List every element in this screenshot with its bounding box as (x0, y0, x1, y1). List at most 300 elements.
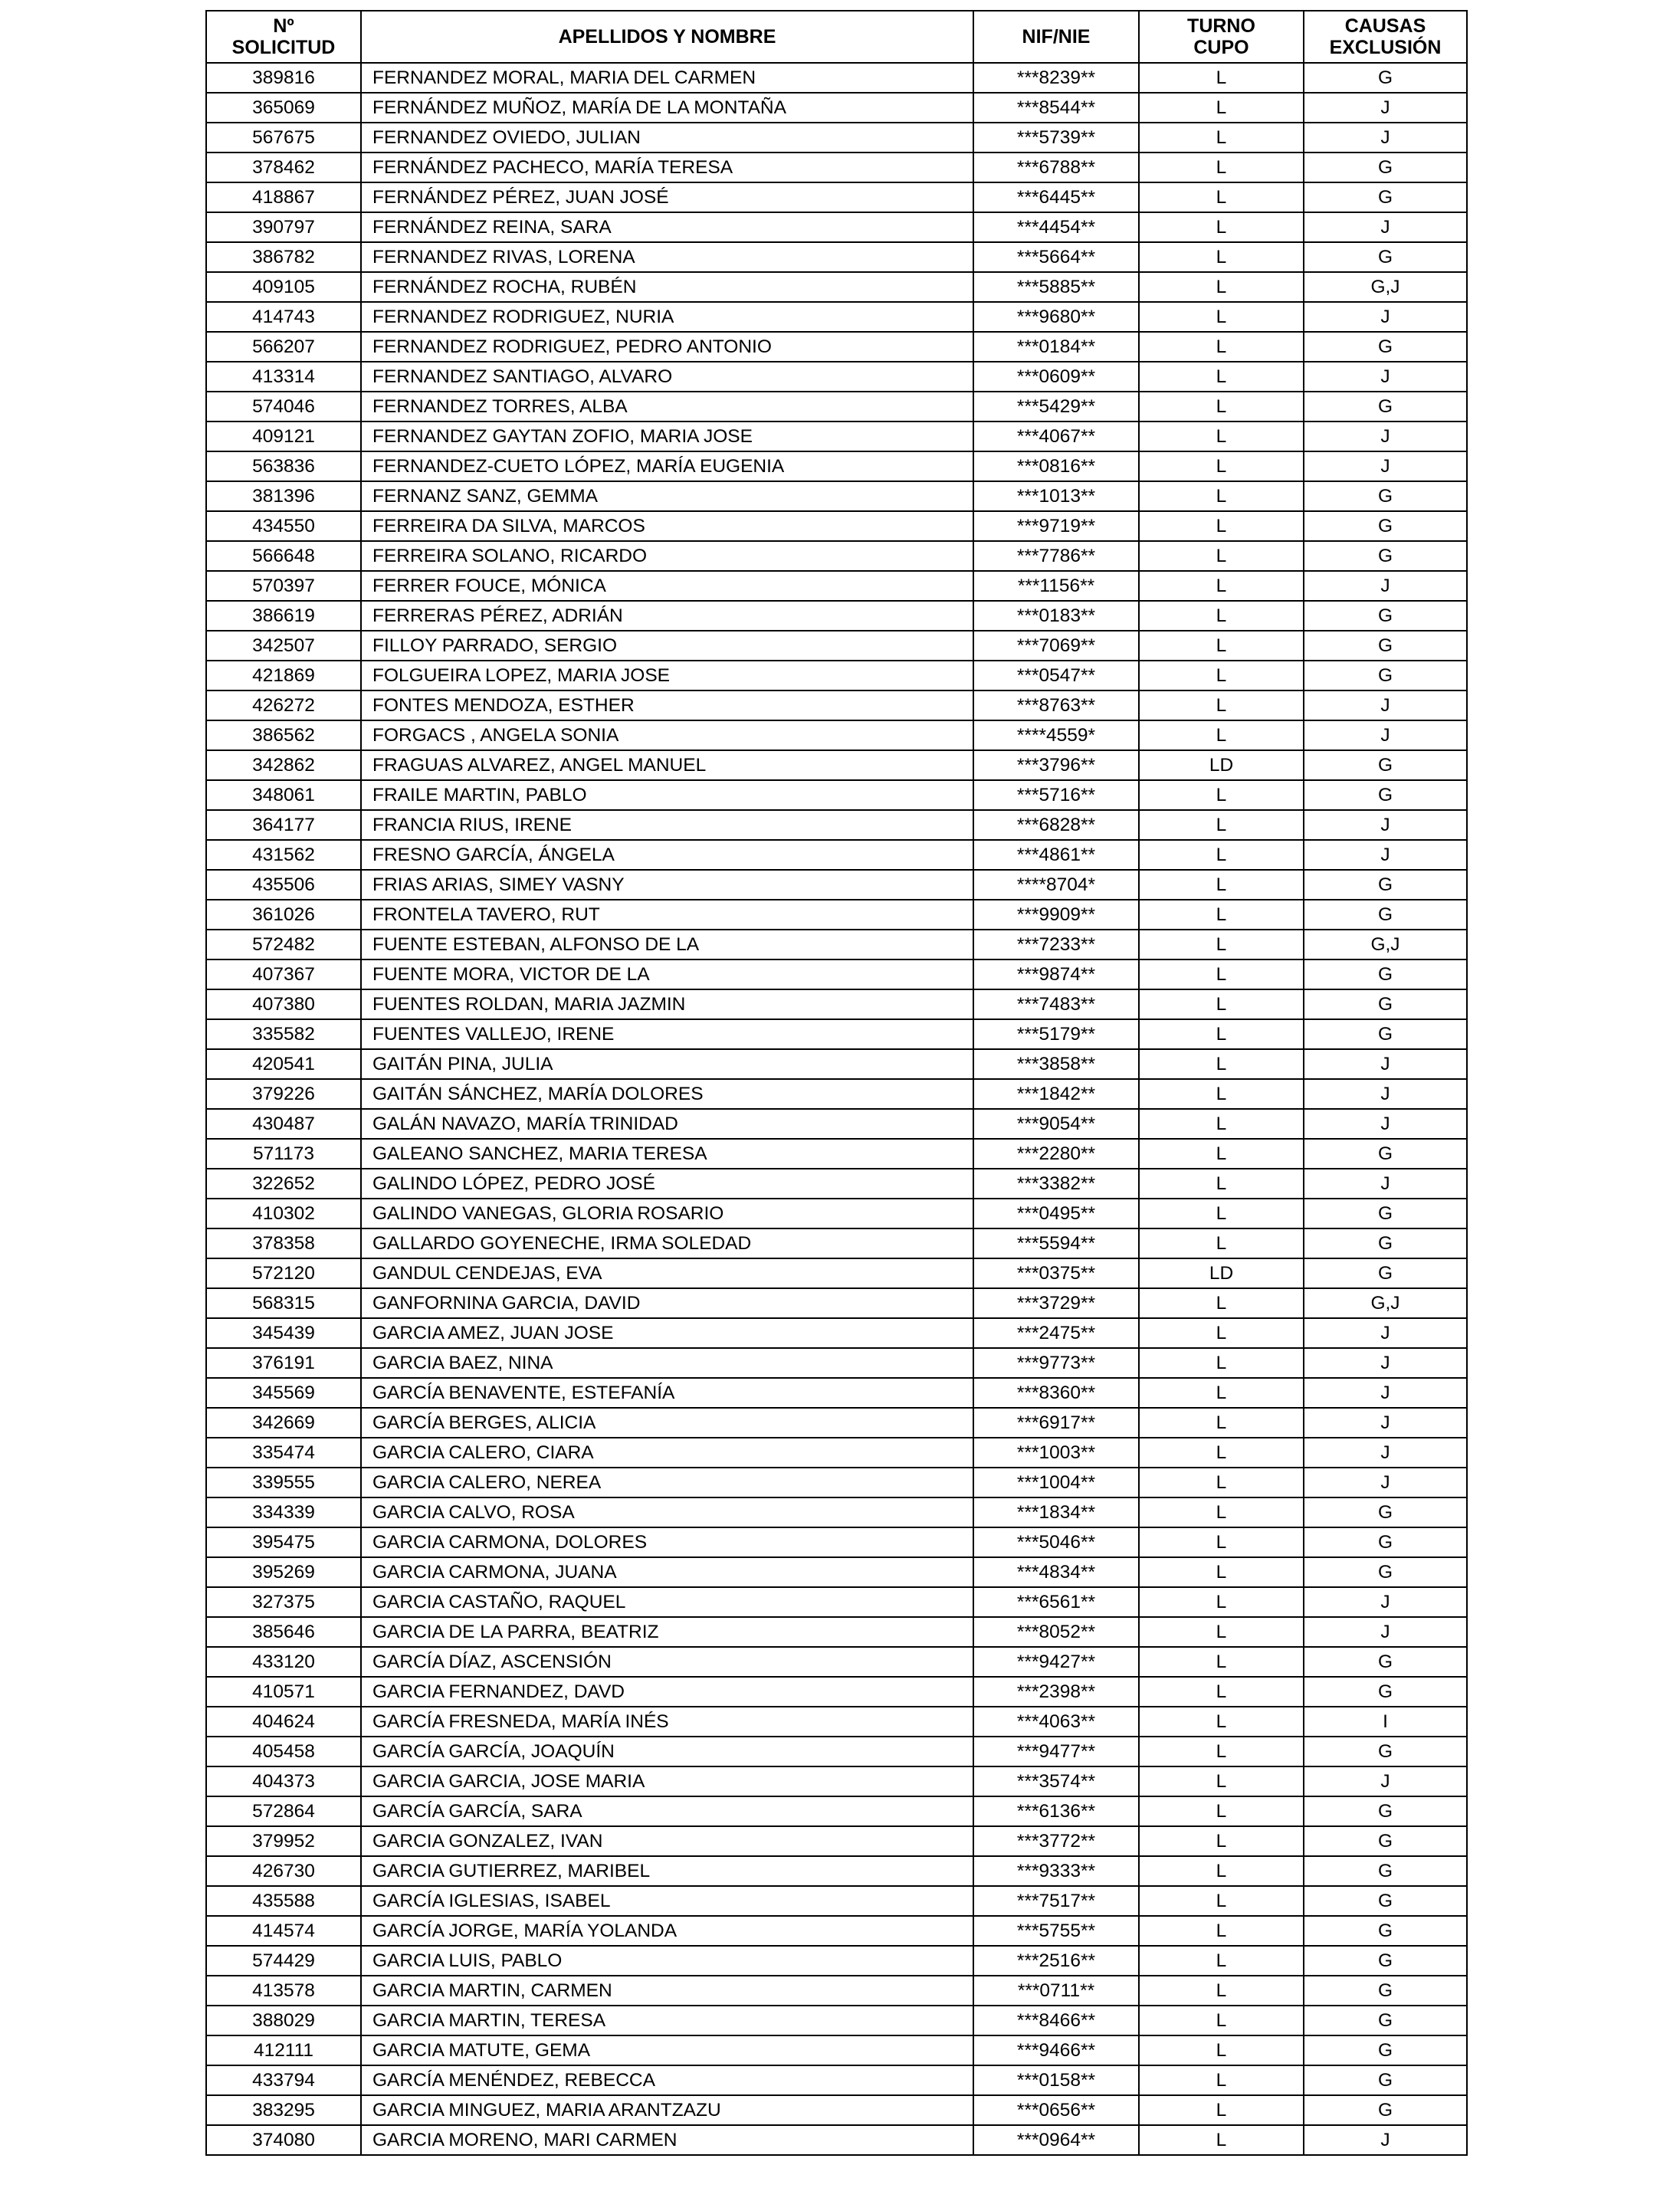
cell-nif: ***9333** (973, 1856, 1139, 1886)
cell-turno: L (1139, 63, 1304, 93)
cell-causas: J (1304, 1169, 1467, 1199)
cell-nombre: FERREIRA DA SILVA, MARCOS (361, 511, 973, 541)
cell-solicitud: 361026 (206, 900, 361, 930)
cell-nif: ***2516** (973, 1946, 1139, 1976)
cell-nif: ***7517** (973, 1886, 1139, 1916)
cell-nif: ***4861** (973, 840, 1139, 870)
cell-turno: L (1139, 93, 1304, 123)
cell-nombre: GARCÍA DÍAZ, ASCENSIÓN (361, 1647, 973, 1677)
cell-nif: ***9477** (973, 1737, 1139, 1766)
cell-causas: G,J (1304, 930, 1467, 959)
cell-solicitud: 566207 (206, 332, 361, 362)
cell-nombre: GARCÍA MENÉNDEZ, REBECCA (361, 2065, 973, 2095)
cell-causas: G (1304, 661, 1467, 690)
cell-turno: L (1139, 272, 1304, 302)
table-body (206, 63, 1467, 2155)
cell-causas: J (1304, 302, 1467, 332)
cell-nombre: FERNÁNDEZ PACHECO, MARÍA TERESA (361, 153, 973, 182)
table-row (206, 272, 1467, 302)
cell-nombre: FERNANDEZ GAYTAN ZOFIO, MARIA JOSE (361, 422, 973, 451)
cell-turno: L (1139, 1169, 1304, 1199)
cell-causas: G (1304, 332, 1467, 362)
cell-causas: J (1304, 1318, 1467, 1348)
cell-nif: ***3382** (973, 1169, 1139, 1199)
cell-causas: J (1304, 1408, 1467, 1438)
cell-nif: ****8704* (973, 870, 1139, 900)
cell-solicitud: 574046 (206, 392, 361, 422)
cell-causas: G (1304, 631, 1467, 661)
cell-turno: L (1139, 1976, 1304, 2006)
cell-causas: G (1304, 511, 1467, 541)
cell-nombre: GALEANO SANCHEZ, MARIA TERESA (361, 1139, 973, 1169)
cell-nif: ***2475** (973, 1318, 1139, 1348)
cell-turno: L (1139, 182, 1304, 212)
cell-turno: L (1139, 212, 1304, 242)
table-row (206, 332, 1467, 362)
cell-solicitud: 431562 (206, 840, 361, 870)
cell-turno: L (1139, 422, 1304, 451)
table-row (206, 1408, 1467, 1438)
cell-nif: ***3858** (973, 1049, 1139, 1079)
cell-turno: L (1139, 1557, 1304, 1587)
cell-causas: J (1304, 422, 1467, 451)
cell-nombre: GARCIA CARMONA, DOLORES (361, 1527, 973, 1557)
cell-turno: L (1139, 2125, 1304, 2155)
cell-causas: G (1304, 750, 1467, 780)
cell-solicitud: 571173 (206, 1139, 361, 1169)
cell-nif: ***5429** (973, 392, 1139, 422)
cell-solicitud: 405458 (206, 1737, 361, 1766)
cell-causas: G (1304, 1916, 1467, 1946)
cell-solicitud: 374080 (206, 2125, 361, 2155)
cell-causas: J (1304, 1079, 1467, 1109)
cell-nombre: FUENTES VALLEJO, IRENE (361, 1019, 973, 1049)
cell-nombre: GARCIA GARCIA, JOSE MARIA (361, 1766, 973, 1796)
cell-turno: L (1139, 541, 1304, 571)
cell-nombre: GARCÍA GARCÍA, SARA (361, 1796, 973, 1826)
table-row (206, 302, 1467, 332)
cell-nif: ***9773** (973, 1348, 1139, 1378)
cell-causas: I (1304, 1707, 1467, 1737)
cell-solicitud: 404373 (206, 1766, 361, 1796)
cell-causas: G (1304, 1796, 1467, 1826)
cell-causas: J (1304, 720, 1467, 750)
cell-turno: L (1139, 1527, 1304, 1557)
cell-turno: L (1139, 1228, 1304, 1258)
cell-solicitud: 563836 (206, 451, 361, 481)
cell-solicitud: 570397 (206, 571, 361, 601)
cell-turno: L (1139, 1617, 1304, 1647)
cell-nombre: GANDUL CENDEJAS, EVA (361, 1258, 973, 1288)
cell-solicitud: 433794 (206, 2065, 361, 2095)
cell-turno: L (1139, 1438, 1304, 1468)
cell-nif: ***9054** (973, 1109, 1139, 1139)
cell-causas: G (1304, 63, 1467, 93)
table-row (206, 1886, 1467, 1916)
cell-causas: G (1304, 392, 1467, 422)
cell-nif: ***8052** (973, 1617, 1139, 1647)
cell-turno: L (1139, 1049, 1304, 1079)
cell-causas: G (1304, 2006, 1467, 2035)
cell-turno: L (1139, 601, 1304, 631)
table-row (206, 1348, 1467, 1378)
cell-causas: J (1304, 690, 1467, 720)
cell-nif: ***9909** (973, 900, 1139, 930)
cell-nombre: FUENTE ESTEBAN, ALFONSO DE LA (361, 930, 973, 959)
cell-nif: ***3796** (973, 750, 1139, 780)
cell-turno: L (1139, 242, 1304, 272)
cell-turno: L (1139, 810, 1304, 840)
cell-causas: J (1304, 123, 1467, 153)
cell-causas: G (1304, 1737, 1467, 1766)
cell-solicitud: 395269 (206, 1557, 361, 1587)
cell-nif: ***5716** (973, 780, 1139, 810)
cell-turno: L (1139, 1677, 1304, 1707)
cell-nif: ***6788** (973, 153, 1139, 182)
cell-turno: L (1139, 1796, 1304, 1826)
cell-nif: ***8239** (973, 63, 1139, 93)
cell-nif: ***0158** (973, 2065, 1139, 2095)
cell-turno: L (1139, 511, 1304, 541)
cell-solicitud: 420541 (206, 1049, 361, 1079)
cell-solicitud: 364177 (206, 810, 361, 840)
cell-causas: G (1304, 780, 1467, 810)
cell-causas: G (1304, 2065, 1467, 2095)
cell-causas: G (1304, 1826, 1467, 1856)
cell-solicitud: 334339 (206, 1497, 361, 1527)
cell-nif: ***0964** (973, 2125, 1139, 2155)
cell-nif: ***0547** (973, 661, 1139, 690)
cell-turno: L (1139, 481, 1304, 511)
cell-causas: G (1304, 1677, 1467, 1707)
cell-nif: ***0184** (973, 332, 1139, 362)
cell-solicitud: 430487 (206, 1109, 361, 1139)
header-solicitud: Nº SOLICITUD (206, 11, 361, 63)
table-row (206, 810, 1467, 840)
cell-causas: G (1304, 601, 1467, 631)
table-row (206, 1497, 1467, 1527)
table-row (206, 930, 1467, 959)
cell-nif: ***6561** (973, 1587, 1139, 1617)
table-row (206, 780, 1467, 810)
cell-causas: G (1304, 2095, 1467, 2125)
cell-nombre: GAITÁN SÁNCHEZ, MARÍA DOLORES (361, 1079, 973, 1109)
cell-turno: L (1139, 900, 1304, 930)
cell-nombre: GAITÁN PINA, JULIA (361, 1049, 973, 1079)
table-row (206, 1826, 1467, 1856)
cell-turno: LD (1139, 750, 1304, 780)
cell-solicitud: 381396 (206, 481, 361, 511)
table-row (206, 1258, 1467, 1288)
cell-nombre: FERNANDEZ OVIEDO, JULIAN (361, 123, 973, 153)
table-row (206, 2125, 1467, 2155)
cell-nombre: GARCIA CALERO, CIARA (361, 1438, 973, 1468)
table-row (206, 1737, 1467, 1766)
cell-turno: L (1139, 1019, 1304, 1049)
cell-nombre: GARCIA AMEZ, JUAN JOSE (361, 1318, 973, 1348)
table-row (206, 1288, 1467, 1318)
cell-nif: ***7786** (973, 541, 1139, 571)
table-row (206, 451, 1467, 481)
cell-causas: G (1304, 1228, 1467, 1258)
cell-causas: J (1304, 1617, 1467, 1647)
cell-nif: ***5179** (973, 1019, 1139, 1049)
cell-nombre: FERNÁNDEZ ROCHA, RUBÉN (361, 272, 973, 302)
cell-solicitud: 395475 (206, 1527, 361, 1557)
cell-causas: G (1304, 541, 1467, 571)
table-row (206, 1796, 1467, 1826)
cell-causas: J (1304, 1438, 1467, 1468)
cell-causas: J (1304, 1348, 1467, 1378)
table-row (206, 661, 1467, 690)
table-row (206, 840, 1467, 870)
table-row (206, 601, 1467, 631)
cell-solicitud: 390797 (206, 212, 361, 242)
cell-nif: ***2398** (973, 1677, 1139, 1707)
cell-turno: L (1139, 1408, 1304, 1438)
cell-turno: L (1139, 1378, 1304, 1408)
cell-nif: ***7483** (973, 989, 1139, 1019)
cell-nombre: FERRERAS PÉREZ, ADRIÁN (361, 601, 973, 631)
cell-turno: L (1139, 1497, 1304, 1527)
cell-nif: ***8360** (973, 1378, 1139, 1408)
table-row (206, 750, 1467, 780)
cell-turno: L (1139, 1916, 1304, 1946)
cell-solicitud: 322652 (206, 1169, 361, 1199)
table-row (206, 1946, 1467, 1976)
cell-nombre: FERNÁNDEZ PÉREZ, JUAN JOSÉ (361, 182, 973, 212)
cell-turno: L (1139, 2006, 1304, 2035)
cell-turno: L (1139, 989, 1304, 1019)
cell-solicitud: 413578 (206, 1976, 361, 2006)
cell-nombre: FERNANDEZ SANTIAGO, ALVARO (361, 362, 973, 392)
cell-nombre: FERRER FOUCE, MÓNICA (361, 571, 973, 601)
cell-solicitud: 378358 (206, 1228, 361, 1258)
table-row (206, 422, 1467, 451)
header-row (206, 11, 1467, 63)
cell-causas: J (1304, 212, 1467, 242)
cell-nombre: FRIAS ARIAS, SIMEY VASNY (361, 870, 973, 900)
cell-nombre: FRONTELA TAVERO, RUT (361, 900, 973, 930)
header-causas-exclusion: CAUSAS EXCLUSIÓN (1304, 11, 1467, 63)
cell-causas: J (1304, 1378, 1467, 1408)
cell-causas: G (1304, 959, 1467, 989)
cell-nombre: FRAGUAS ALVAREZ, ANGEL MANUEL (361, 750, 973, 780)
cell-solicitud: 407380 (206, 989, 361, 1019)
cell-nif: ***6917** (973, 1408, 1139, 1438)
table-row (206, 1766, 1467, 1796)
table-row (206, 2006, 1467, 2035)
cell-solicitud: 335474 (206, 1438, 361, 1468)
table-row (206, 571, 1467, 601)
cell-nombre: GARCIA MINGUEZ, MARIA ARANTZAZU (361, 2095, 973, 2125)
cell-turno: L (1139, 690, 1304, 720)
cell-nif: ***2280** (973, 1139, 1139, 1169)
table-row (206, 1079, 1467, 1109)
cell-solicitud: 342507 (206, 631, 361, 661)
table-row (206, 690, 1467, 720)
cell-nif: ***6828** (973, 810, 1139, 840)
cell-solicitud: 386782 (206, 242, 361, 272)
cell-nombre: FRAILE MARTIN, PABLO (361, 780, 973, 810)
cell-solicitud: 421869 (206, 661, 361, 690)
table-row (206, 541, 1467, 571)
cell-solicitud: 426272 (206, 690, 361, 720)
cell-causas: G (1304, 2035, 1467, 2065)
cell-nif: ***1003** (973, 1438, 1139, 1468)
cell-solicitud: 379952 (206, 1826, 361, 1856)
cell-turno: L (1139, 1199, 1304, 1228)
table-row (206, 959, 1467, 989)
cell-turno: L (1139, 392, 1304, 422)
cell-causas: G (1304, 1557, 1467, 1587)
cell-turno: L (1139, 451, 1304, 481)
cell-solicitud: 376191 (206, 1348, 361, 1378)
cell-solicitud: 385646 (206, 1617, 361, 1647)
cell-causas: G (1304, 900, 1467, 930)
cell-nif: ***0495** (973, 1199, 1139, 1228)
cell-nombre: GARCIA CASTAÑO, RAQUEL (361, 1587, 973, 1617)
cell-solicitud: 335582 (206, 1019, 361, 1049)
cell-causas: J (1304, 840, 1467, 870)
cell-nif: ***9874** (973, 959, 1139, 989)
cell-nombre: FILLOY PARRADO, SERGIO (361, 631, 973, 661)
cell-nif: ***5046** (973, 1527, 1139, 1557)
cell-nif: ***1004** (973, 1468, 1139, 1497)
cell-turno: L (1139, 2095, 1304, 2125)
table-row (206, 1916, 1467, 1946)
table-row (206, 900, 1467, 930)
cell-causas: J (1304, 451, 1467, 481)
table-row (206, 1617, 1467, 1647)
cell-causas: G (1304, 1258, 1467, 1288)
cell-solicitud: 345569 (206, 1378, 361, 1408)
table-row (206, 989, 1467, 1019)
cell-turno: L (1139, 1886, 1304, 1916)
cell-nif: ***4067** (973, 422, 1139, 451)
table-header (206, 11, 1467, 63)
cell-nombre: GARCIA CALVO, ROSA (361, 1497, 973, 1527)
cell-causas: G,J (1304, 1288, 1467, 1318)
cell-solicitud: 342669 (206, 1408, 361, 1438)
table-row (206, 212, 1467, 242)
cell-nif: ***5664** (973, 242, 1139, 272)
cell-nif: ***9719** (973, 511, 1139, 541)
cell-turno: L (1139, 1348, 1304, 1378)
cell-solicitud: 566648 (206, 541, 361, 571)
cell-causas: G (1304, 1647, 1467, 1677)
cell-solicitud: 413314 (206, 362, 361, 392)
table-row (206, 631, 1467, 661)
cell-turno: L (1139, 2065, 1304, 2095)
table-row (206, 1318, 1467, 1348)
cell-turno: L (1139, 1079, 1304, 1109)
cell-solicitud: 412111 (206, 2035, 361, 2065)
cell-turno: L (1139, 959, 1304, 989)
cell-nif: ***3729** (973, 1288, 1139, 1318)
table-row (206, 1139, 1467, 1169)
cell-solicitud: 572482 (206, 930, 361, 959)
cell-nombre: GARCÍA JORGE, MARÍA YOLANDA (361, 1916, 973, 1946)
cell-solicitud: 426730 (206, 1856, 361, 1886)
cell-causas: G (1304, 182, 1467, 212)
cell-nombre: GARCIA CALERO, NEREA (361, 1468, 973, 1497)
cell-causas: G (1304, 1976, 1467, 2006)
cell-nombre: GARCÍA BERGES, ALICIA (361, 1408, 973, 1438)
cell-causas: G (1304, 870, 1467, 900)
cell-nif: ***1013** (973, 481, 1139, 511)
table-row (206, 1438, 1467, 1468)
cell-causas: G (1304, 481, 1467, 511)
cell-nif: ***4454** (973, 212, 1139, 242)
cell-nombre: GALINDO LÓPEZ, PEDRO JOSÉ (361, 1169, 973, 1199)
cell-turno: L (1139, 153, 1304, 182)
table-row (206, 1976, 1467, 2006)
cell-turno: L (1139, 362, 1304, 392)
cell-turno: L (1139, 1647, 1304, 1677)
cell-nombre: GARCIA GONZALEZ, IVAN (361, 1826, 973, 1856)
table-row (206, 1587, 1467, 1617)
cell-turno: L (1139, 840, 1304, 870)
cell-solicitud: 342862 (206, 750, 361, 780)
table-row (206, 720, 1467, 750)
cell-turno: L (1139, 661, 1304, 690)
cell-turno: L (1139, 1946, 1304, 1976)
cell-turno: L (1139, 302, 1304, 332)
cell-nif: ***3772** (973, 1826, 1139, 1856)
cell-nif: ***1834** (973, 1497, 1139, 1527)
cell-turno: L (1139, 870, 1304, 900)
cell-nif: ***7233** (973, 930, 1139, 959)
cell-turno: L (1139, 1139, 1304, 1169)
cell-turno: L (1139, 1856, 1304, 1886)
cell-nif: ***6445** (973, 182, 1139, 212)
cell-solicitud: 434550 (206, 511, 361, 541)
table-row (206, 1468, 1467, 1497)
cell-solicitud: 365069 (206, 93, 361, 123)
cell-nombre: GARCÍA GARCÍA, JOAQUÍN (361, 1737, 973, 1766)
cell-nif: ***0656** (973, 2095, 1139, 2125)
cell-turno: L (1139, 1707, 1304, 1737)
cell-solicitud: 379226 (206, 1079, 361, 1109)
cell-nif: ***9466** (973, 2035, 1139, 2065)
cell-nombre: FOLGUEIRA LOPEZ, MARIA JOSE (361, 661, 973, 690)
table-row (206, 481, 1467, 511)
table-row (206, 1647, 1467, 1677)
table-row (206, 1707, 1467, 1737)
cell-causas: J (1304, 362, 1467, 392)
cell-nombre: FERNÁNDEZ MUÑOZ, MARÍA DE LA MONTAÑA (361, 93, 973, 123)
table-row (206, 63, 1467, 93)
cell-solicitud: 435588 (206, 1886, 361, 1916)
table-row (206, 362, 1467, 392)
cell-solicitud: 339555 (206, 1468, 361, 1497)
cell-nif: ***4063** (973, 1707, 1139, 1737)
cell-nif: ***5739** (973, 123, 1139, 153)
cell-solicitud: 574429 (206, 1946, 361, 1976)
cell-nombre: FERNANDEZ TORRES, ALBA (361, 392, 973, 422)
cell-nif: ***0816** (973, 451, 1139, 481)
cell-solicitud: 407367 (206, 959, 361, 989)
cell-solicitud: 378462 (206, 153, 361, 182)
cell-causas: J (1304, 1109, 1467, 1139)
cell-turno: L (1139, 720, 1304, 750)
cell-nif: ***5594** (973, 1228, 1139, 1258)
cell-nif: ***0375** (973, 1258, 1139, 1288)
cell-solicitud: 567675 (206, 123, 361, 153)
cell-nif: ***4834** (973, 1557, 1139, 1587)
cell-nombre: FRESNO GARCÍA, ÁNGELA (361, 840, 973, 870)
